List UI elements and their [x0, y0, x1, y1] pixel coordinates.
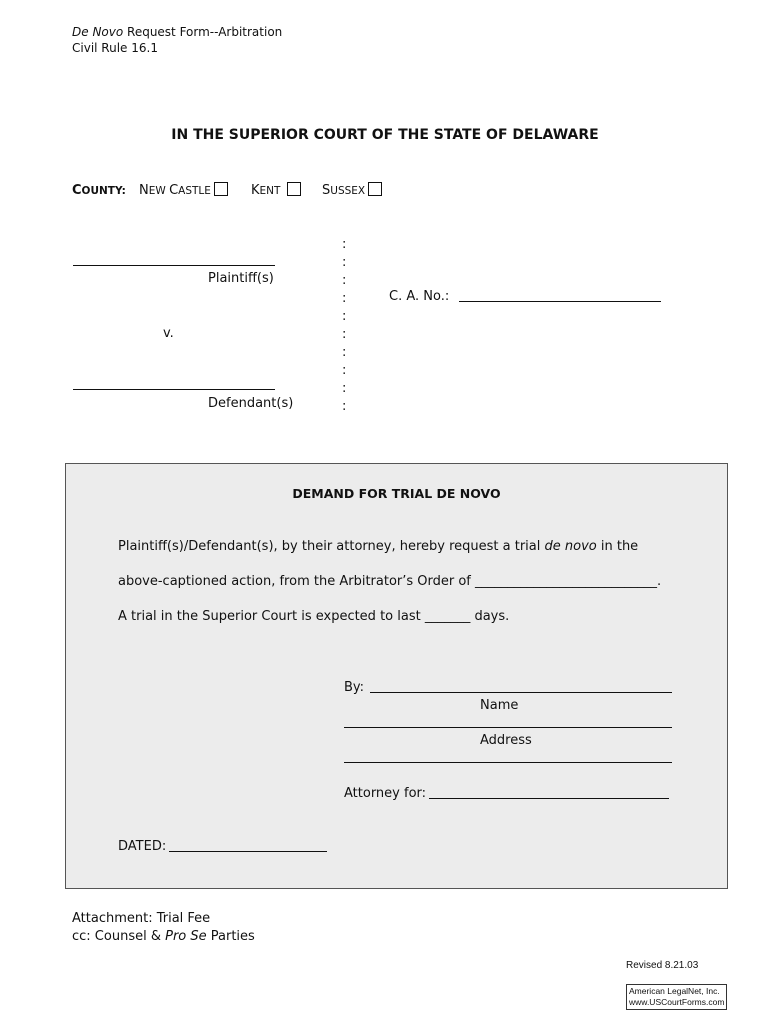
publisher-name: American LegalNet, Inc.: [629, 986, 720, 996]
colon: :: [342, 255, 347, 270]
colon: :: [342, 309, 347, 324]
colon: :: [342, 273, 347, 288]
address-line-2[interactable]: [344, 762, 672, 763]
colon: :: [342, 327, 347, 342]
defendant-label: Defendant(s): [208, 396, 294, 411]
colon: :: [342, 363, 347, 378]
publisher-box: [626, 984, 727, 1010]
address-line-1[interactable]: [344, 727, 672, 728]
case-number-label: C. A. No.:: [389, 289, 450, 304]
by-signature-line[interactable]: [370, 692, 672, 693]
versus-label: v.: [163, 326, 174, 341]
form-title-italic: De Novo: [72, 25, 124, 39]
caption-colon-column: [342, 236, 352, 416]
sussex-checkbox[interactable]: [368, 182, 382, 196]
demand-panel: [65, 463, 728, 889]
civil-rule: Civil Rule 16.1: [72, 41, 158, 55]
dated-label: DATED:: [118, 839, 167, 854]
attorney-for-line[interactable]: [429, 798, 669, 799]
attorney-for-label: Attorney for:: [344, 786, 427, 801]
dated-line[interactable]: [169, 851, 327, 852]
colon: :: [342, 399, 347, 414]
colon: :: [342, 381, 347, 396]
demand-line-3: A trial in the Superior Court is expected to last _______ days.: [118, 609, 510, 624]
county-option-new-castle: NEW CASTLE: [139, 183, 211, 198]
county-option-sussex: SUSSEX: [322, 183, 366, 198]
cc-note: cc: Counsel & Pro Se Parties: [72, 929, 255, 944]
case-number-line[interactable]: [459, 301, 661, 302]
form-title: [72, 24, 282, 40]
pro-se-italic: Pro Se: [165, 929, 207, 944]
publisher-url[interactable]: www.USCourtForms.com: [629, 997, 725, 1007]
address-label: Address: [480, 733, 532, 748]
colon: :: [342, 345, 347, 360]
county-option-kent: KENT: [251, 183, 281, 198]
revised-date: Revised 8.21.03: [626, 960, 699, 971]
de-novo-italic: de novo: [544, 539, 597, 554]
court-title: IN THE SUPERIOR COURT OF THE STATE OF DELAWARE: [171, 127, 599, 143]
county-label-rest: OUNTY:: [81, 185, 126, 197]
new-castle-checkbox[interactable]: [214, 182, 228, 196]
plaintiff-label: Plaintiff(s): [208, 271, 274, 286]
name-label: Name: [480, 698, 519, 713]
demand-line-2: above-captioned action, from the Arbitrator’s Order of ____________________________.: [118, 574, 662, 589]
colon: :: [342, 237, 347, 252]
defendant-name-line[interactable]: [73, 389, 275, 390]
county-label-first: C: [72, 183, 82, 198]
by-label: By:: [344, 680, 365, 695]
demand-heading: DEMAND FOR TRIAL DE NOVO: [292, 486, 501, 501]
demand-line-1: Plaintiff(s)/Defendant(s), by their attorney, hereby request a trial de novo in the: [118, 539, 639, 554]
county-label: [72, 183, 126, 199]
plaintiff-name-line[interactable]: [73, 265, 275, 266]
attachment-note: Attachment: Trial Fee: [72, 911, 211, 926]
colon: :: [342, 291, 347, 306]
form-title-rest: Request Form--Arbitration: [123, 25, 283, 39]
kent-checkbox[interactable]: [287, 182, 301, 196]
